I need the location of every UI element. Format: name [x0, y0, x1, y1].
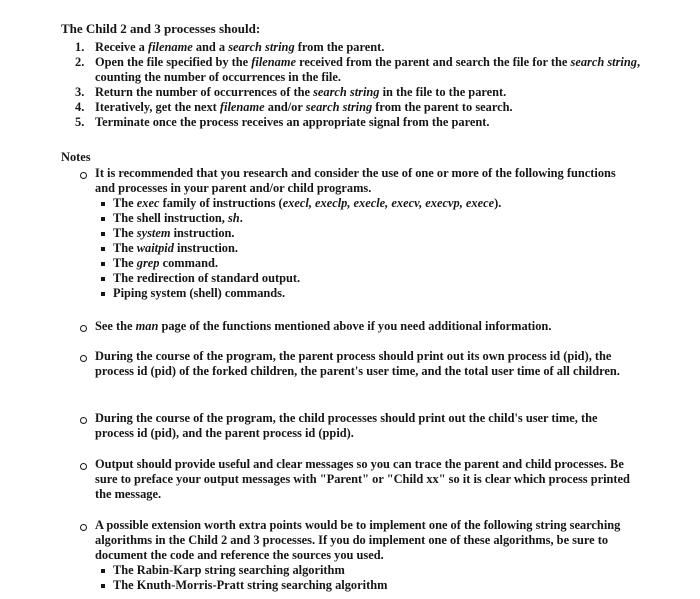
requirement-item: 1. Receive a filename and a search string from the parent.: [75, 40, 385, 54]
sub-item: The waitpid instruction.: [95, 241, 636, 256]
bullet-square-icon: [101, 569, 105, 573]
bullet-square-icon: [101, 232, 105, 236]
item-number: 4.: [75, 100, 85, 114]
bullet-square-icon: [101, 247, 105, 251]
bullet-square-icon: [101, 262, 105, 266]
note-text: It is recommended that you research and consider the use of one or more of the following functions and processes in your parent and/or child programs.: [95, 166, 616, 195]
bullet-square-icon: [101, 277, 105, 281]
sub-list: [95, 563, 636, 593]
sub-item: The Knuth-Morris-Pratt string searching algorithm: [95, 578, 636, 593]
sub-list: [95, 196, 636, 301]
bullet-circle-icon: [80, 172, 87, 179]
bullet-circle-icon: [80, 325, 87, 332]
item-number: 3.: [75, 85, 85, 99]
sub-item: The redirection of standard output.: [95, 271, 636, 286]
requirement-item: 4. Iteratively, get the next filename and/or search string from the parent to search.: [75, 100, 513, 114]
requirement-item: 3. Return the number of occurrences of the search string in the file to the parent.: [75, 85, 507, 99]
bullet-square-icon: [101, 584, 105, 588]
note-text: Output should provide useful and clear messages so you can trace the parent and child processes. Be sure to preface your output messages with "Parent" or "Child xx" so it is clear which process printed the message.: [95, 457, 630, 501]
note-item: [61, 457, 636, 502]
note-text: See the man page of the functions mentioned above if you need additional information.: [95, 319, 552, 333]
sub-item: The shell instruction, sh.: [95, 211, 636, 226]
bullet-square-icon: [101, 202, 105, 206]
bullet-circle-icon: [80, 355, 87, 362]
note-text: A possible extension worth extra points would be to implement one of the following string searching algorithms in the Child 2 and 3 processes. If you do implement one of these algorithms, be sure to document the code and reference the sources you used.: [95, 518, 621, 562]
note-item: [61, 349, 636, 379]
note-text: During the course of the program, the parent process should print out its own process id (pid), the process id (pid) of the forked children, the parent's user time, and the total user time of all children.: [95, 349, 620, 378]
item-number: 2.: [75, 55, 85, 69]
note-item: [61, 319, 636, 334]
sub-item: The grep command.: [95, 256, 636, 271]
sub-item: The exec family of instructions (execl, execlp, execle, execv, execvp, exece).: [95, 196, 636, 211]
note-item: [61, 411, 636, 441]
note-item: [61, 518, 636, 593]
requirement-item: 2. Open the file specified by the filename received from the parent and search the file for the search string, counting the number of occurrences in the file.: [75, 55, 641, 84]
notes-heading: Notes: [61, 150, 91, 164]
item-number: 1.: [75, 40, 85, 54]
note-item: [61, 166, 636, 301]
sub-item: The system instruction.: [95, 226, 636, 241]
bullet-circle-icon: [80, 524, 87, 531]
bullet-square-icon: [101, 292, 105, 296]
sub-item: Piping system (shell) commands.: [95, 286, 636, 301]
note-text: During the course of the program, the child processes should print out the child's user time, the process id (pid), and the parent process id (ppid).: [95, 411, 598, 440]
bullet-square-icon: [101, 217, 105, 221]
item-number: 5.: [75, 115, 85, 129]
sub-item: The Rabin-Karp string searching algorithm: [95, 563, 636, 578]
requirements-list: [61, 40, 651, 130]
requirement-item: 5. Terminate once the process receives an appropriate signal from the parent.: [75, 115, 490, 129]
bullet-circle-icon: [80, 417, 87, 424]
section-heading: The Child 2 and 3 processes should:: [61, 21, 261, 36]
bullet-circle-icon: [80, 463, 87, 470]
